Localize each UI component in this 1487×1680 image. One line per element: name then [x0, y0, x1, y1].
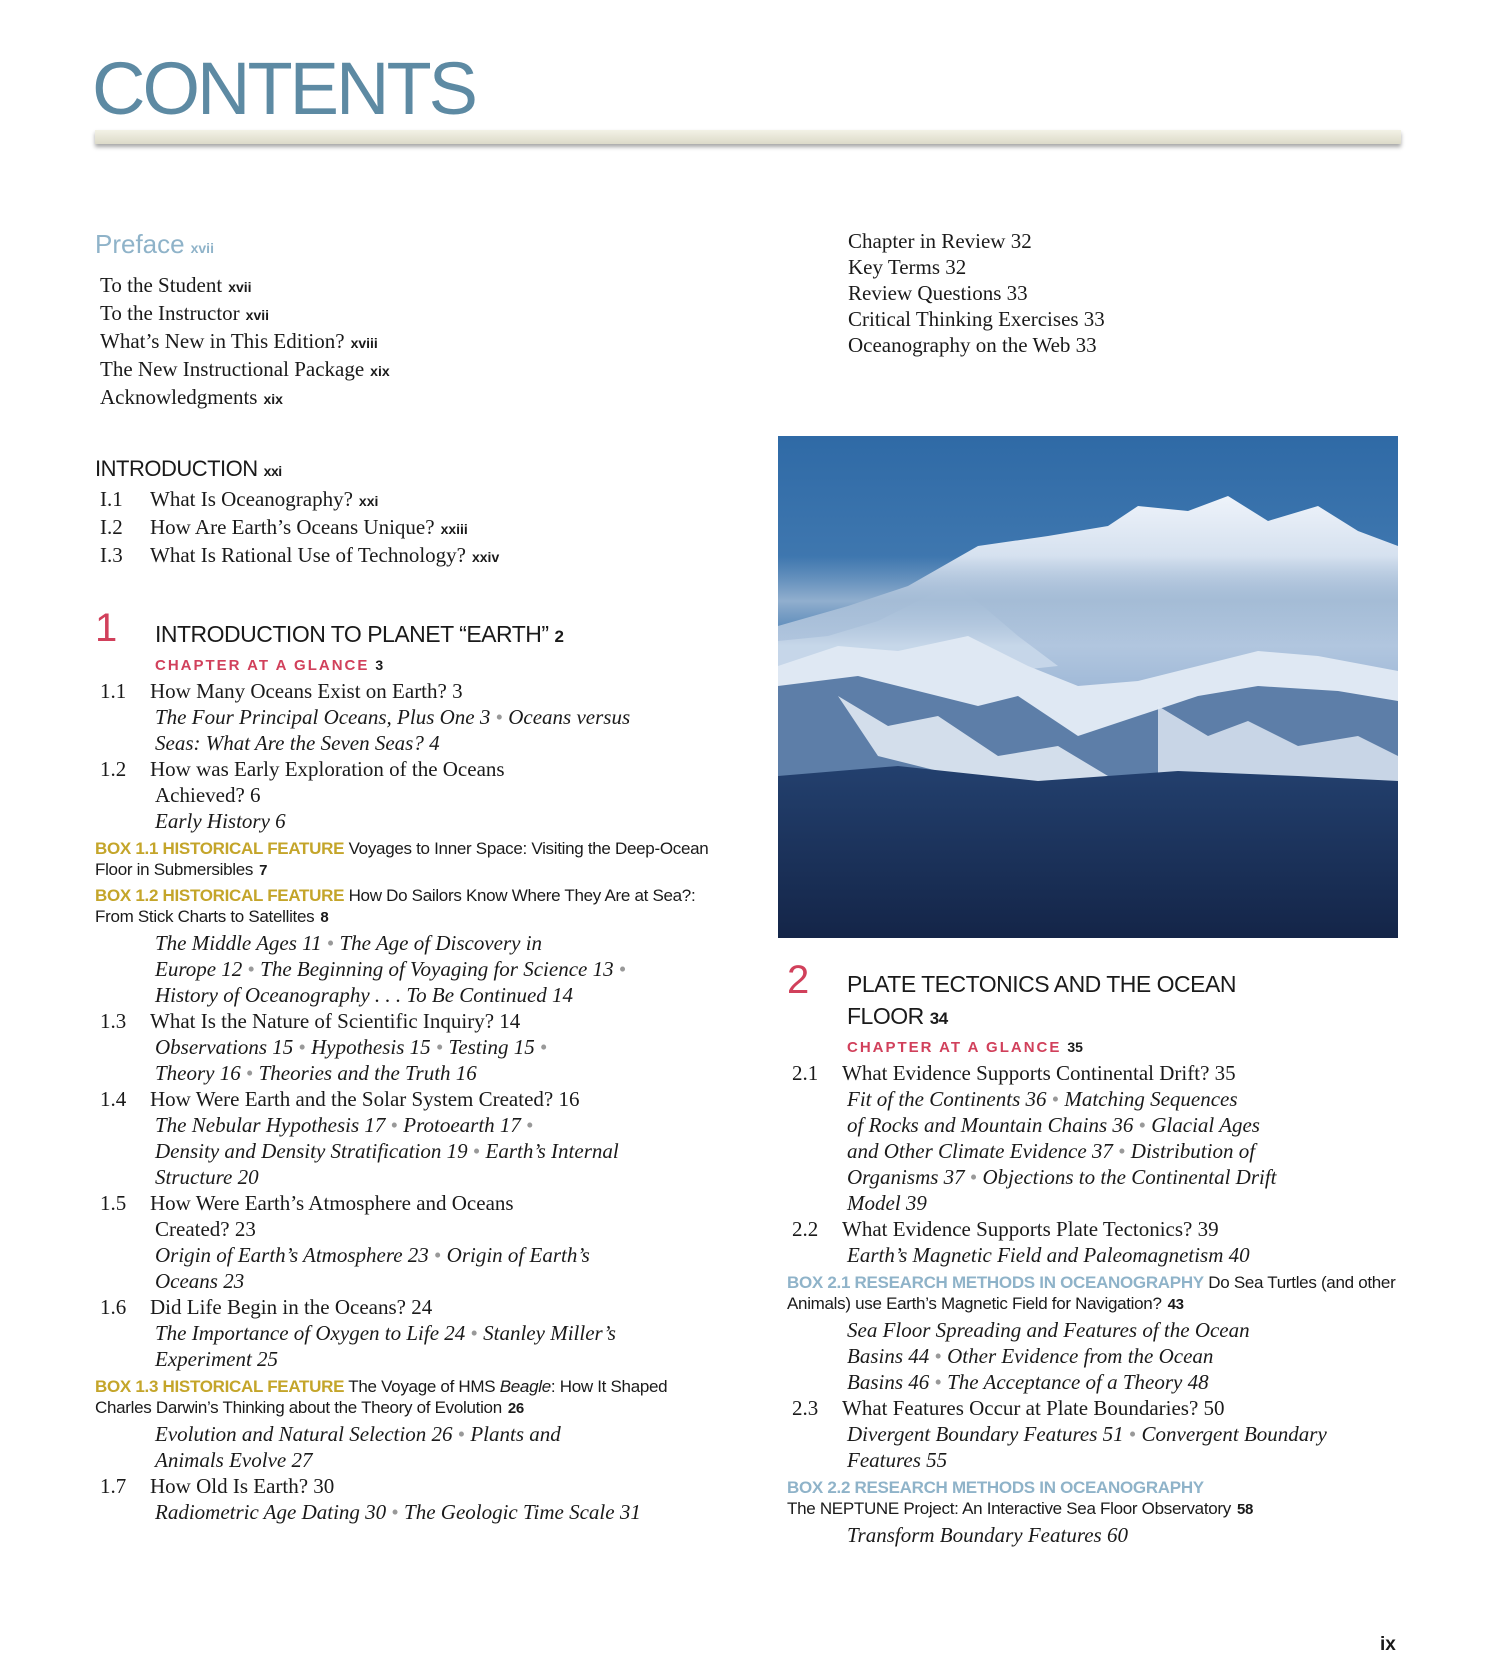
page-number: ix: [1380, 1634, 1396, 1655]
toc-subsection[interactable]: Seas: What Are the Seven Seas? 4: [155, 731, 440, 755]
page-title: CONTENTS: [92, 47, 475, 130]
chapter-number: 2: [787, 958, 810, 1002]
toc-entry[interactable]: To the Student xvii: [100, 273, 252, 297]
toc-subsection[interactable]: Evolution and Natural Selection 26 • Plants and: [155, 1422, 561, 1446]
chapter-1-review-list: [848, 228, 1348, 358]
toc-entry[interactable]: I.2 How Are Earth’s Oceans Unique? xxiii: [100, 515, 468, 539]
toc-subsection[interactable]: Europe 12 • The Beginning of Voyaging for Science 13 •: [155, 957, 627, 981]
chapter-number: 1: [95, 606, 118, 650]
toc-subsection[interactable]: Earth’s Magnetic Field and Paleomagnetism 40: [847, 1243, 1250, 1267]
toc-entry[interactable]: Review Questions 33: [848, 281, 1028, 305]
toc-subsection[interactable]: Features 55: [847, 1448, 948, 1472]
chapter-2-heading[interactable]: 2 PLATE TECTONICS AND THE OCEAN FLOOR 34: [787, 958, 1236, 1029]
toc-subsection[interactable]: Observations 15 • Hypothesis 15 • Testing 15 •: [155, 1035, 548, 1059]
mountain-photo: [778, 436, 1398, 938]
box-1-2[interactable]: BOX 1.2 HISTORICAL FEATURE How Do Sailors Know Where They Are at Sea?: From Stick Charts to Satellites 8: [95, 886, 696, 926]
toc-entry[interactable]: Acknowledgments xix: [100, 385, 283, 409]
toc-subsection[interactable]: Sea Floor Spreading and Features of the Ocean: [847, 1318, 1250, 1342]
toc-subsection[interactable]: Divergent Boundary Features 51 • Convergent Boundary: [847, 1422, 1327, 1446]
chapter-at-a-glance[interactable]: CHAPTER AT A GLANCE 3: [155, 657, 384, 674]
toc-subsection[interactable]: History of Oceanography . . . To Be Continued 14: [155, 983, 574, 1007]
toc-section[interactable]: 1.6 Did Life Begin in the Oceans? 24: [100, 1295, 433, 1319]
toc-entry[interactable]: I.3 What Is Rational Use of Technology? xxiv: [100, 543, 500, 567]
toc-section[interactable]: 2.2 What Evidence Supports Plate Tectonics? 39: [792, 1217, 1219, 1241]
toc-subsection[interactable]: Transform Boundary Features 60: [847, 1523, 1128, 1547]
toc-subsection[interactable]: Basins 46 • The Acceptance of a Theory 48: [847, 1370, 1209, 1394]
left-column: [95, 228, 715, 1525]
title-rule: [95, 130, 1401, 144]
toc-section[interactable]: 1.2 How was Early Exploration of the Oceans: [100, 757, 505, 781]
toc-subsection[interactable]: Fit of the Continents 36 • Matching Sequences: [847, 1087, 1238, 1111]
toc-subsection[interactable]: Density and Density Stratification 19 • Earth’s Internal: [155, 1139, 619, 1163]
toc-subsection[interactable]: The Middle Ages 11 • The Age of Discovery in: [155, 931, 543, 955]
toc-subsection[interactable]: The Four Principal Oceans, Plus One 3 • Oceans versus: [155, 705, 631, 729]
toc-subsection[interactable]: Theory 16 • Theories and the Truth 16: [155, 1061, 477, 1085]
toc-subsection[interactable]: Organisms 37 • Objections to the Continental Drift: [847, 1165, 1277, 1189]
chapter-at-a-glance[interactable]: CHAPTER AT A GLANCE 35: [847, 1039, 1083, 1056]
toc-section[interactable]: 1.7 How Old Is Earth? 30: [100, 1474, 335, 1498]
toc-section-cont[interactable]: Achieved? 6: [155, 783, 261, 807]
toc-entry[interactable]: What’s New in This Edition? xviii: [100, 329, 378, 353]
toc-subsection[interactable]: Early History 6: [155, 809, 286, 833]
preface-heading[interactable]: Preface xvii: [95, 229, 214, 259]
toc-subsection[interactable]: of Rocks and Mountain Chains 36 • Glacial Ages: [847, 1113, 1260, 1137]
chapter-1-heading[interactable]: 1 INTRODUCTION TO PLANET “EARTH” 2: [95, 606, 564, 650]
introduction-heading[interactable]: INTRODUCTION xxi: [95, 456, 282, 481]
box-2-1[interactable]: BOX 2.1 RESEARCH METHODS IN OCEANOGRAPHY Do Sea Turtles (and other Animals) use Earth’s Magnetic Field for Navigation? 43: [787, 1273, 1396, 1313]
toc-subsection[interactable]: The Importance of Oxygen to Life 24 • Stanley Miller’s: [155, 1321, 616, 1345]
toc-entry[interactable]: Chapter in Review 32: [848, 229, 1032, 253]
toc-entry[interactable]: The New Instructional Package xix: [100, 357, 390, 381]
right-column: [787, 958, 1407, 1548]
toc-subsection[interactable]: Model 39: [847, 1191, 927, 1215]
toc-subsection[interactable]: Experiment 25: [155, 1347, 279, 1371]
toc-entry[interactable]: To the Instructor xvii: [100, 301, 270, 325]
toc-section[interactable]: 2.3 What Features Occur at Plate Boundaries? 50: [792, 1396, 1225, 1420]
toc-section[interactable]: 2.1 What Evidence Supports Continental Drift? 35: [792, 1061, 1236, 1085]
toc-entry[interactable]: I.1 What Is Oceanography? xxi: [100, 487, 379, 511]
toc-section[interactable]: 1.1 How Many Oceans Exist on Earth? 3: [100, 679, 463, 703]
toc-subsection[interactable]: Radiometric Age Dating 30 • The Geologic Time Scale 31: [155, 1500, 641, 1524]
toc-section[interactable]: 1.3 What Is the Nature of Scientific Inquiry? 14: [100, 1009, 521, 1033]
toc-subsection[interactable]: Animals Evolve 27: [155, 1448, 313, 1472]
toc-entry[interactable]: Critical Thinking Exercises 33: [848, 307, 1105, 331]
toc-subsection[interactable]: Origin of Earth’s Atmosphere 23 • Origin of Earth’s: [155, 1243, 590, 1267]
toc-subsection[interactable]: Basins 44 • Other Evidence from the Ocean: [847, 1344, 1214, 1368]
box-1-3[interactable]: BOX 1.3 HISTORICAL FEATURE The Voyage of HMS Beagle: How It Shaped Charles Darwin’s Thinking about the Theory of Evolution 26: [95, 1377, 668, 1417]
toc-subsection[interactable]: and Other Climate Evidence 37 • Distribution of: [847, 1139, 1256, 1163]
toc-entry[interactable]: Oceanography on the Web 33: [848, 333, 1097, 357]
toc-subsection[interactable]: The Nebular Hypothesis 17 • Protoearth 17 •: [155, 1113, 534, 1137]
toc-section[interactable]: 1.4 How Were Earth and the Solar System Created? 16: [100, 1087, 580, 1111]
toc-subsection[interactable]: Oceans 23: [155, 1269, 245, 1293]
toc-section[interactable]: 1.5 How Were Earth’s Atmosphere and Oceans: [100, 1191, 514, 1215]
box-1-1[interactable]: BOX 1.1 HISTORICAL FEATURE Voyages to Inner Space: Visiting the Deep-Ocean Floor in Submersibles 7: [95, 839, 709, 879]
box-2-2[interactable]: BOX 2.2 RESEARCH METHODS IN OCEANOGRAPHY The NEPTUNE Project: An Interactive Sea Floor Observatory 58: [787, 1478, 1254, 1518]
toc-entry[interactable]: Key Terms 32: [848, 255, 967, 279]
toc-section-cont[interactable]: Created? 23: [155, 1217, 256, 1241]
toc-subsection[interactable]: Structure 20: [155, 1165, 259, 1189]
